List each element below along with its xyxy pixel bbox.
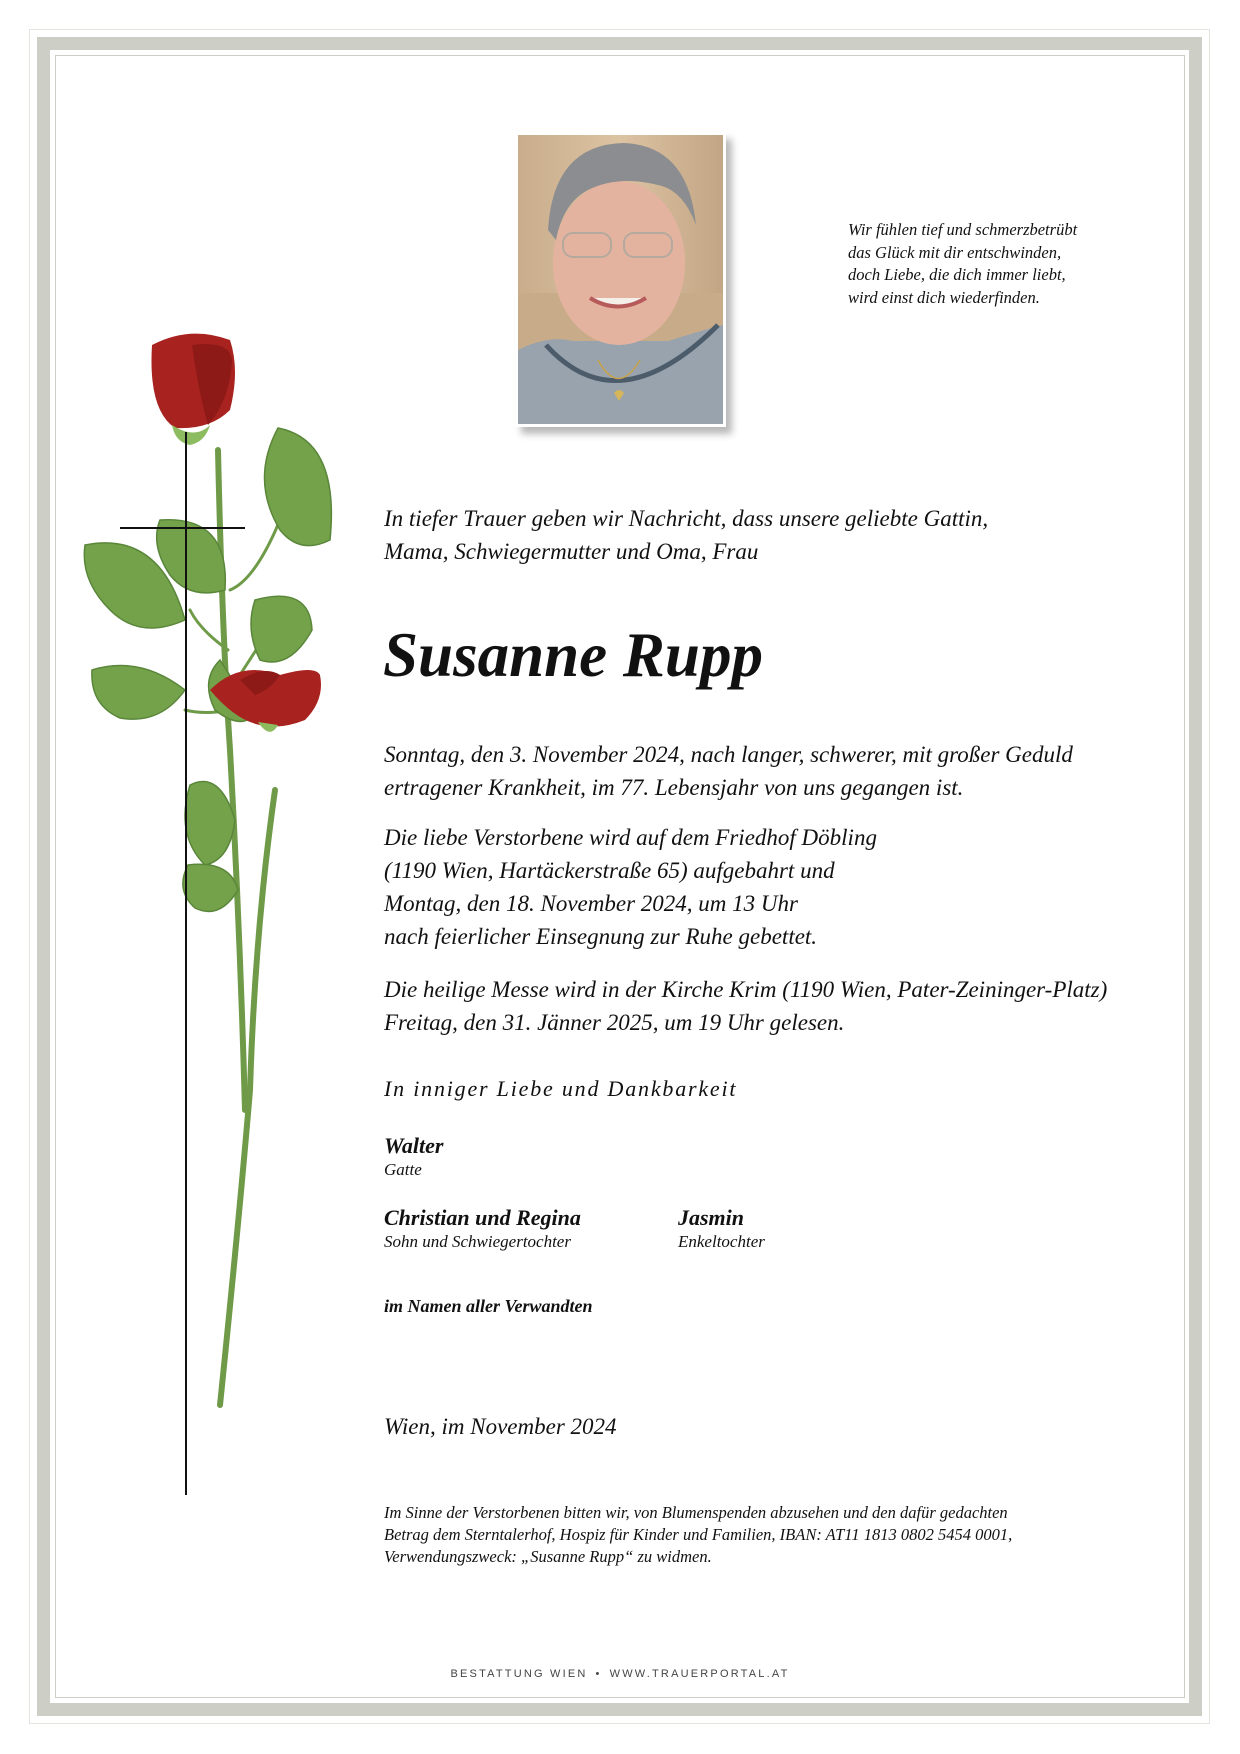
poem-line: das Glück mit dir entschwinden,: [848, 242, 1062, 262]
mourner-christian-regina: [384, 1205, 581, 1253]
mourner-name: Christian und Regina: [384, 1205, 581, 1230]
footer: [0, 1668, 1240, 1680]
intro-text: [384, 502, 1174, 568]
footer-website-link[interactable]: WWW.TRAUERPORTAL.AT: [609, 1668, 790, 1680]
donation-note-line: Betrag dem Sterntalerhof, Hospiz für Kinder und Familien, IBAN: AT11 1813 0802 5454 0001,: [384, 1525, 1013, 1544]
mourner-jasmin: [678, 1205, 765, 1253]
funeral-line: Montag, den 18. November 2024, um 13 Uhr: [384, 891, 798, 916]
footer-separator: •: [595, 1668, 602, 1680]
poem-line: doch Liebe, die dich immer liebt,: [848, 265, 1066, 284]
mourner-relation: Enkeltochter: [678, 1232, 765, 1251]
thanks-heading: In inniger Liebe und Dankbarkeit: [384, 1076, 738, 1101]
footer-company: BESTATTUNG WIEN: [450, 1668, 588, 1680]
cross-vertical-line: [185, 432, 187, 1495]
mourner-name: Walter: [384, 1133, 444, 1158]
donation-note: [384, 1502, 1012, 1568]
mourner-relation: Sohn und Schwiegertochter: [384, 1232, 571, 1251]
intro-line: Mama, Schwiegermutter und Oma, Frau: [384, 539, 759, 564]
passing-text: [384, 738, 1174, 804]
poem-line: Wir fühlen tief und schmerzbetrübt: [848, 220, 1078, 239]
mourner-name: Jasmin: [678, 1205, 745, 1230]
donation-note-line: Im Sinne der Verstorbenen bitten wir, von Blumenspenden abzusehen und den dafür gedachten: [384, 1503, 1008, 1522]
deceased-name: Susanne Rupp: [383, 620, 763, 690]
intro-line: In tiefer Trauer geben wir Nachricht, dass unsere geliebte Gattin,: [384, 506, 989, 531]
funeral-line: Die liebe Verstorbene wird auf dem Friedhof Döbling: [384, 825, 877, 850]
cross-horizontal-line: [120, 527, 245, 529]
rose-bud-top: [151, 334, 235, 445]
rose-illustration: [80, 330, 380, 1420]
mass-text: [384, 973, 1174, 1039]
poem: [848, 219, 1168, 309]
mass-line: Freitag, den 31. Jänner 2025, um 19 Uhr gelesen.: [384, 1010, 845, 1035]
poem-line: wird einst dich wiederfinden.: [848, 287, 1040, 307]
leaves: [84, 428, 331, 911]
mass-line: Die heilige Messe wird in der Kirche Krim (1190 Wien, Pater-Zeininger-Platz): [384, 977, 1108, 1002]
passing-line: ertragener Krankheit, im 77. Lebensjahr von uns gegangen ist.: [384, 775, 964, 800]
all-relatives-line: im Namen aller Verwandten: [384, 1296, 593, 1316]
place-date: Wien, im November 2024: [384, 1414, 617, 1439]
funeral-line: nach feierlicher Einsegnung zur Ruhe gebettet.: [384, 924, 818, 949]
portrait-photo: [515, 132, 726, 427]
mourner-walter: [384, 1133, 443, 1181]
funeral-text: [384, 821, 1174, 953]
mourner-relation: Gatte: [384, 1160, 422, 1179]
rose-stem: [185, 450, 280, 1405]
funeral-line: (1190 Wien, Hartäckerstraße 65) aufgebahrt und: [384, 858, 835, 883]
passing-line: Sonntag, den 3. November 2024, nach langer, schwerer, mit großer Geduld: [384, 742, 1073, 767]
donation-note-line: Verwendungszweck: „Susanne Rupp“ zu widmen.: [384, 1547, 712, 1566]
